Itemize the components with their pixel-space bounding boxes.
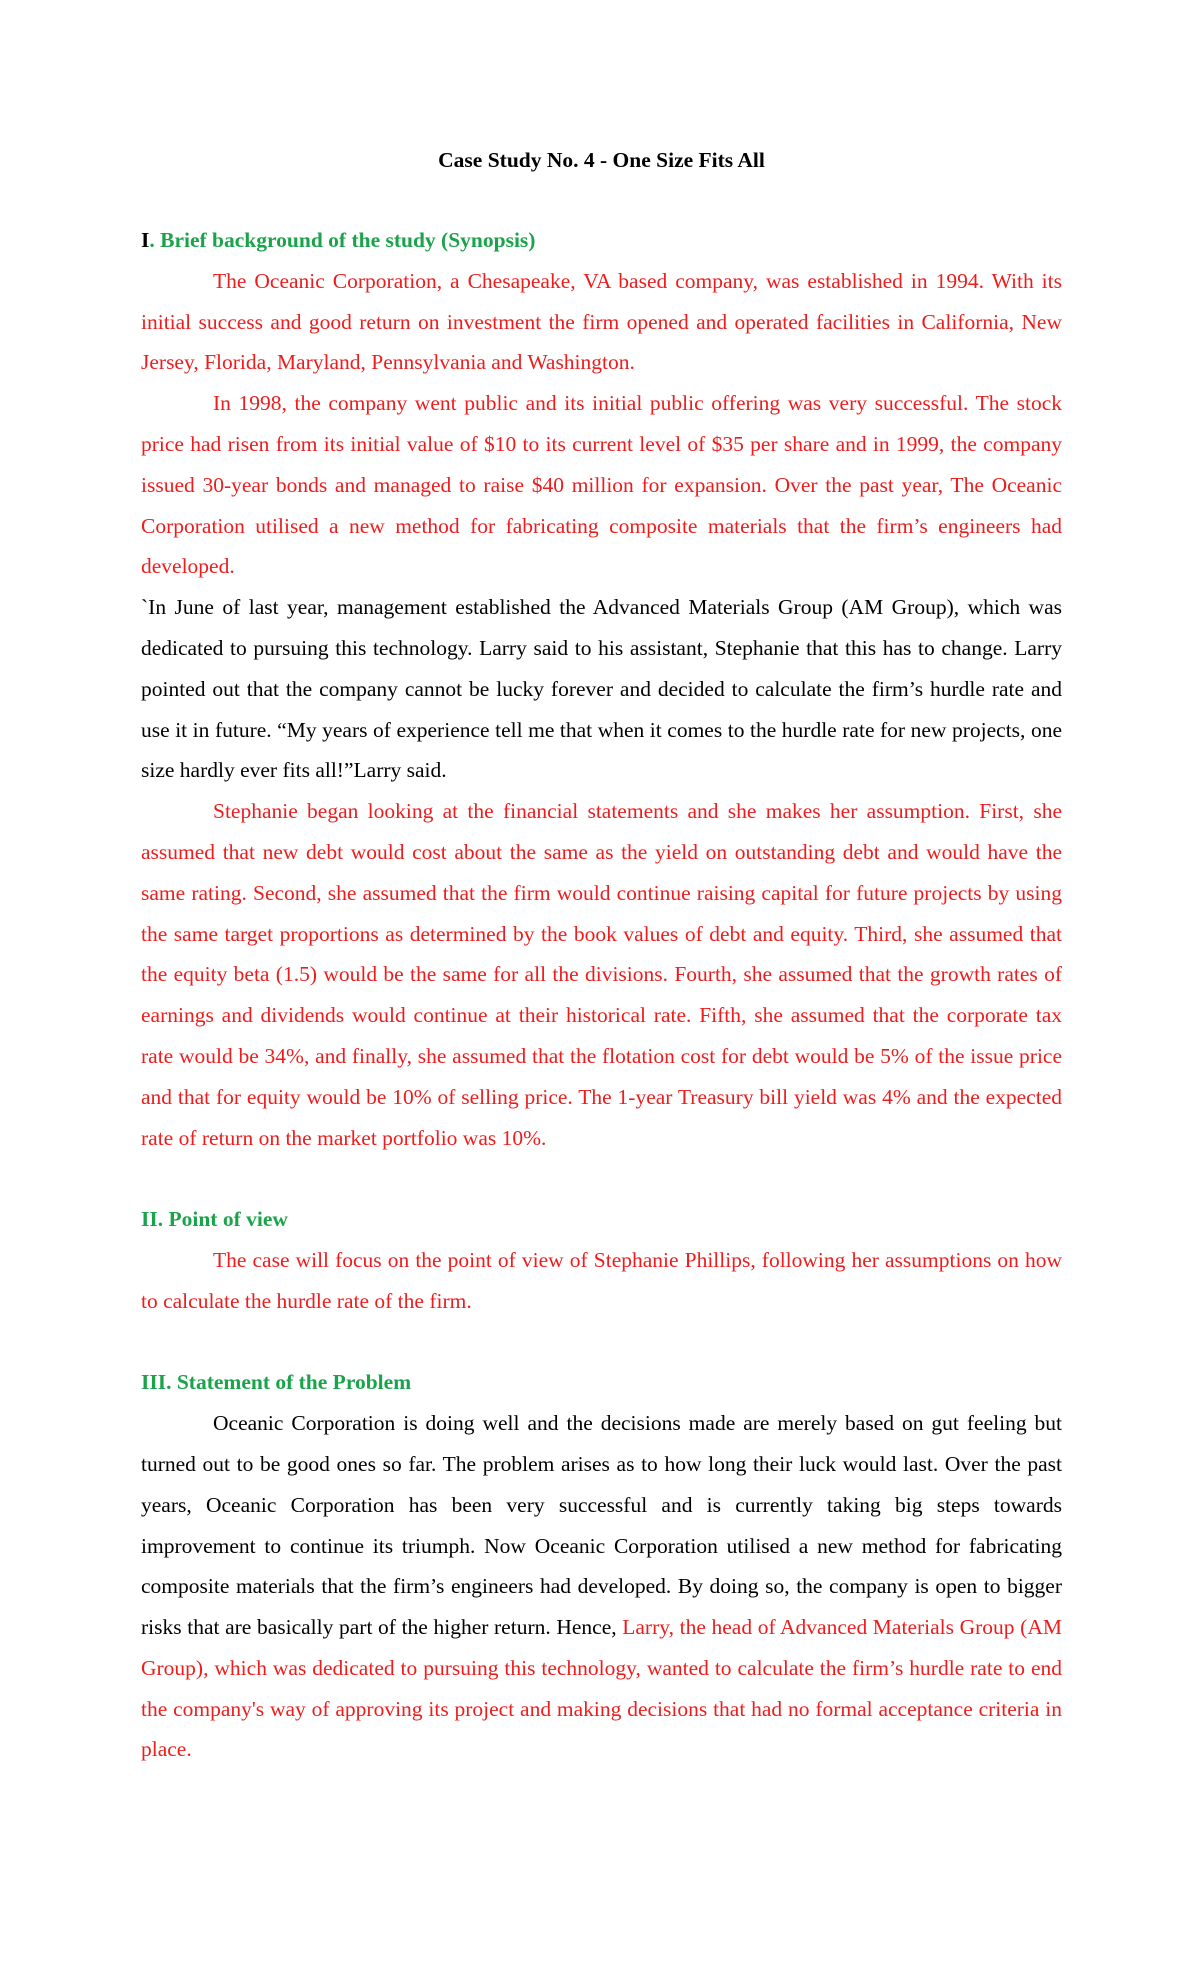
- section-number: I: [141, 228, 150, 252]
- section-heading-problem: III. Statement of the Problem: [141, 1370, 412, 1395]
- point-of-view-paragraph: The case will focus on the point of view of Stephanie Phillips, following her assumptions on how to calculate the hurdle rate of the firm.: [141, 1247, 1062, 1313]
- section-heading-point-of-view: II. Point of view: [141, 1207, 288, 1232]
- problem-paragraph: [141, 1403, 1062, 1770]
- section-heading-text: . Brief background of the study (Synopsis): [149, 228, 536, 252]
- section-heading-background: [141, 220, 1062, 261]
- problem-text: Oceanic Corporation is doing well and the decisions made are merely based on gut feeling but turned out to be good ones so far. The problem arises as to how long their luck would last. Over the past years, Oceanic Corporation has been very successful and is currently taking big steps towards improvement to continue its triumph. Now Oceanic Corporation utilised a new method for fabricating composite materials that the firm’s engineers had developed. By doing so, the company is open to bigger risks that are basically part of the higher return. Hence,: [141, 1411, 1062, 1640]
- section-spacer: [141, 1158, 1062, 1199]
- document-content: [141, 140, 1062, 1770]
- background-paragraph-1: The Oceanic Corporation, a Chesapeake, VA based company, was established in 1994. With its initial success and good return on investment the firm opened and operated facilities in California, New Jersey, Florida, Maryland, Pennsylvania and Washington.: [141, 268, 1062, 375]
- problem-highlight-text: Larry, the head of Advanced Materials Group (AM Group), which was dedicated to pursuing this technology, wanted to calculate the firm’s hurdle rate to end the company's way of approving its project and making decisions that had no formal acceptance criteria in place.: [141, 1615, 1062, 1762]
- section-spacer: [141, 1322, 1062, 1363]
- background-paragraph-4: Stephanie began looking at the financial statements and she makes her assumption. First, she assumed that new debt would cost about the same as the yield on outstanding debt and would have the same rating. Second, she assumed that the firm would continue raising capital for future projects by using the same target proportions as determined by the book values of debt and equity. Third, she assumed that the equity beta (1.5) would be the same for all the divisions. Fourth, she assumed that the growth rates of earnings and dividends would continue at their historical rate. Fifth, she assumed that the corporate tax rate would be 34%, and finally, she assumed that the flotation cost for debt would be 5% of the issue price and that for equity would be 10% of selling price. The 1-year Treasury bill yield was 4% and the expected rate of return on the market portfolio was 10%.: [141, 799, 1062, 1150]
- background-paragraph-2: In 1998, the company went public and its initial public offering was very successful. The stock price had risen from its initial value of $10 to its current level of $35 per share and in 1999, the company issued 30-year bonds and managed to raise $40 million for expansion. Over the past year, The Oceanic Corporation utilised a new method for fabricating composite materials that the firm’s engineers had developed.: [141, 391, 1062, 579]
- document-title: Case Study No. 4 - One Size Fits All: [438, 148, 765, 172]
- background-paragraph-3: `In June of last year, management established the Advanced Materials Group (AM Group), which was dedicated to pursuing this technology. Larry said to his assistant, Stephanie that this has to change. Larry pointed out that the company cannot be lucky forever and decided to calculate the firm’s hurdle rate and use it in future. “My years of experience tell me that when it comes to the hurdle rate for new projects, one size hardly ever fits all!”Larry said.: [141, 595, 1062, 783]
